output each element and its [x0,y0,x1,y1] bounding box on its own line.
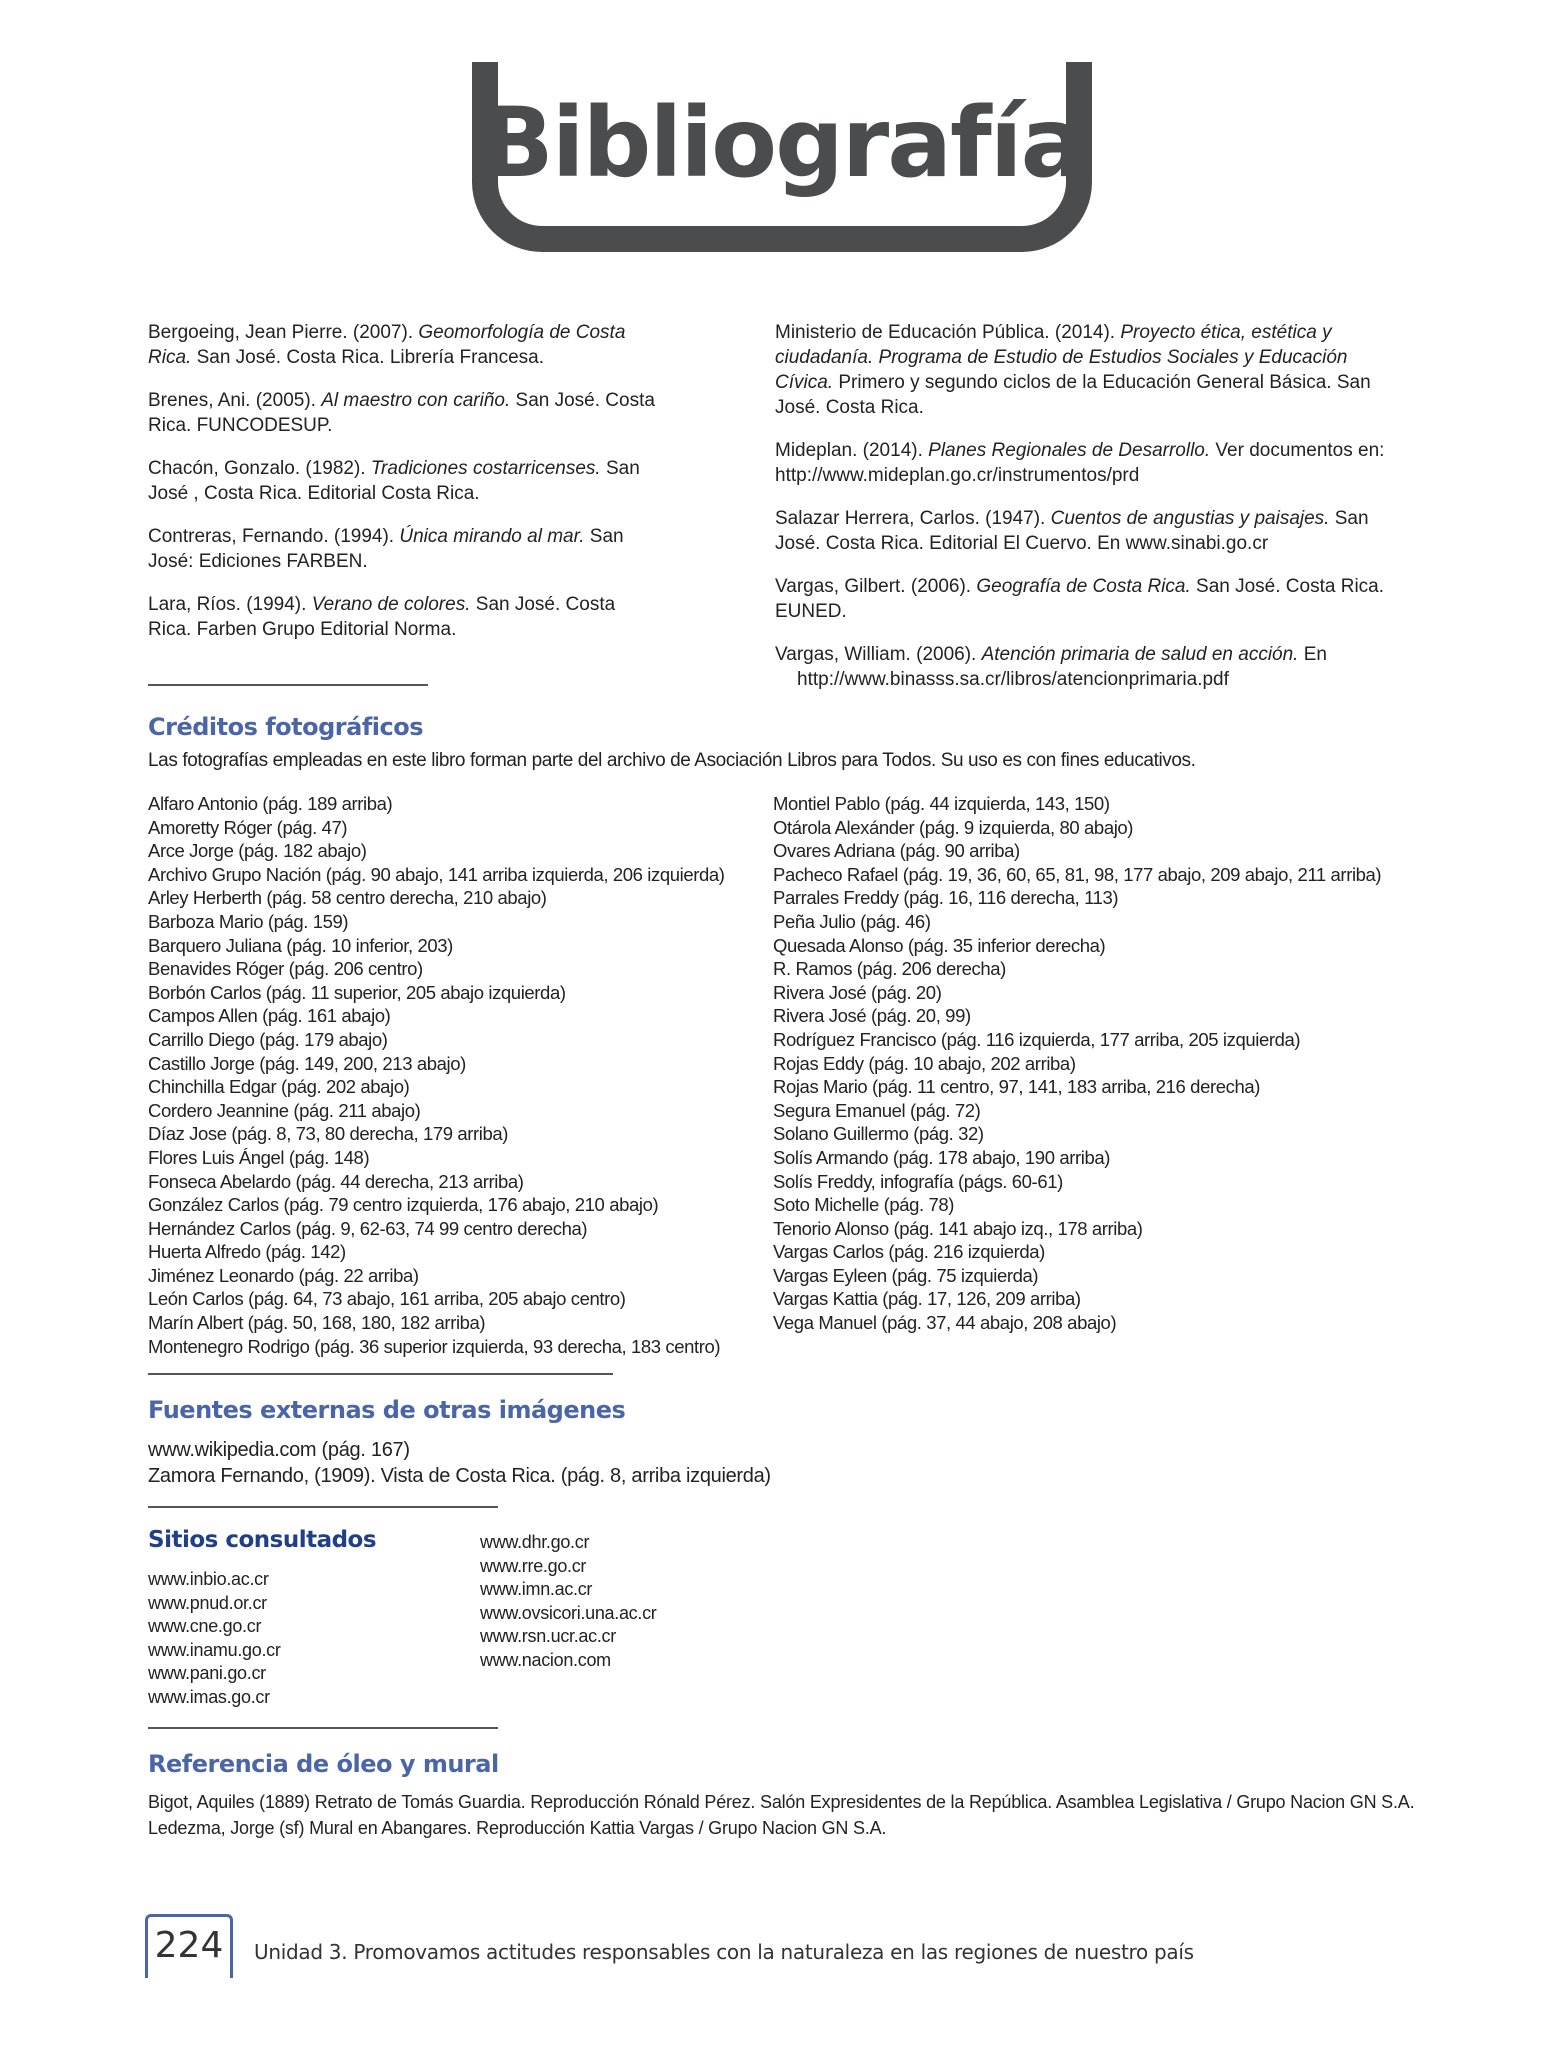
list-item: Segura Emanuel (pág. 72) [773,1099,981,1121]
list-item: Rivera José (pág. 20, 99) [773,1005,971,1027]
entry-author: Bergoeing, Jean Pierre. (2007). [148,322,419,343]
list-item: www.inbio.ac.cr [148,1569,269,1589]
list-item: Carrillo Diego (pág. 179 abajo) [148,1028,388,1050]
bibliography-right-column [775,320,1395,710]
list-item: www.rsn.ucr.ac.cr [480,1626,616,1647]
list-item: Rivera José (pág. 20) [773,981,942,1003]
list-item: Vargas Eyleen (pág. 75 izquierda) [773,1264,1039,1286]
list-item: León Carlos (pág. 64, 73 abajo, 161 arriba, 205 abajo centro) [148,1288,626,1310]
entry-publication: San José. Costa Rica. Editorial El Cuervo. En www.sinabi.go.cr [775,508,1369,554]
entry-title: Geomorfología de Costa Rica. [148,322,626,368]
list-item: www.ovsicori.una.ac.cr [480,1602,657,1623]
list-item: Vargas Carlos (pág. 216 izquierda) [773,1241,1045,1263]
divider [148,1727,498,1729]
entry-title: Verano de colores. [311,594,471,615]
entry-author: Vargas, Gilbert. (2006). [775,576,977,597]
bibliography-entry [148,524,658,574]
list-item: Solís Freddy, infografía (págs. 60-61) [773,1170,1063,1192]
list-item: Campos Allen (pág. 161 abajo) [148,1005,391,1027]
bibliography-entry [775,506,1395,556]
oleo-mural-title: Referencia de óleo y mural [148,1750,499,1778]
entry-publication: Primero y segundo ciclos de la Educación General Básica. San José. Costa Rica. [775,372,1371,418]
list-item: Vargas Kattia (pág. 17, 126, 209 arriba) [773,1288,1081,1310]
sites-right-list [480,1531,656,1673]
list-item: Montenegro Rodrigo (pág. 36 superior izquierda, 93 derecha, 183 centro) [148,1335,721,1357]
bibliography-entry [148,320,658,370]
list-item: Huerta Alfredo (pág. 142) [148,1241,346,1263]
entry-title: Al maestro con cariño. [321,390,511,411]
list-item: Otárola Alexánder (pág. 9 izquierda, 80 abajo) [773,816,1134,838]
list-item: www.rre.go.cr [480,1555,587,1576]
list-item: Jiménez Leonardo (pág. 22 arriba) [148,1264,419,1286]
list-item: Flores Luis Ángel (pág. 148) [148,1146,370,1168]
list-item: Solís Armando (pág. 178 abajo, 190 arriba) [773,1146,1110,1168]
list-item: Hernández Carlos (pág. 9, 62-63, 74 99 centro derecha) [148,1217,588,1239]
entry-author: Salazar Herrera, Carlos. (1947). [775,508,1051,529]
divider [148,1506,498,1508]
list-item: Arley Herberth (pág. 58 centro derecha, 210 abajo) [148,887,547,909]
list-item: Díaz Jose (pág. 8, 73, 80 derecha, 179 arriba) [148,1123,509,1145]
entry-author: Mideplan. (2014). [775,440,929,461]
sites-left-list [148,1568,281,1710]
list-item: www.wikipedia.com (pág. 167) [148,1439,410,1461]
list-item: www.inamu.go.cr [148,1639,281,1660]
page-title: Bibliografía [480,87,1084,199]
entry-publication: San José , Costa Rica. Editorial Costa Rica. [148,458,640,504]
list-item: Pacheco Rafael (pág. 19, 36, 60, 65, 81, 98, 177 abajo, 209 abajo, 211 arriba) [773,863,1382,885]
entry-publication: Ver documentos en: http://www.mideplan.go.cr/instrumentos/prd [775,440,1385,486]
entry-author: Chacón, Gonzalo. (1982). [148,458,371,479]
list-item: Bigot, Aquiles (1889) Retrato de Tomás Guardia. Reproducción Rónald Pérez. Salón Expresidentes de la República. Asamblea Legislativa / Grupo Nacion GN S.A. [148,1792,1415,1812]
entry-publication: San José. Costa Rica. Librería Francesa. [191,347,545,368]
list-item: www.imas.go.cr [148,1686,270,1707]
credits-left-list [148,792,725,1358]
list-item: www.cne.go.cr [148,1616,262,1637]
entry-title: Tradiciones costarricenses. [370,458,601,479]
bibliography-entry [148,456,658,506]
list-item: Barboza Mario (pág. 159) [148,910,349,932]
credits-intro: Las fotografías empleadas en este libro forman parte del archivo de Asociación Libros para Todos. Su uso es con fines educativos. [148,750,1196,771]
entry-title: Proyecto ética, estética y ciudadanía. Programa de Estudio de Estudios Sociales y Educación Cívica. [775,322,1348,393]
entry-author: Contreras, Fernando. (1994). [148,526,400,547]
list-item: González Carlos (pág. 79 centro izquierda, 176 abajo, 210 abajo) [148,1194,659,1216]
entry-title: Atención primaria de salud en acción. [981,644,1299,665]
list-item: Amoretty Róger (pág. 47) [148,816,348,838]
oleo-mural-list [148,1789,1414,1841]
list-item: www.dhr.go.cr [480,1532,590,1552]
list-item: Arce Jorge (pág. 182 abajo) [148,840,367,862]
entry-publication: San José. Costa Rica. EUNED. [775,576,1385,622]
entry-publication: San José. Costa Rica. FUNCODESUP. [148,390,655,436]
bibliography-left-column [148,320,658,660]
entry-publication: San José. Costa Rica. Farben Grupo Editorial Norma. [148,594,616,640]
list-item: Borbón Carlos (pág. 11 superior, 205 abajo izquierda) [148,981,566,1003]
list-item: Solano Guillermo (pág. 32) [773,1123,984,1145]
divider [148,684,428,686]
list-item: Castillo Jorge (pág. 149, 200, 213 abajo) [148,1052,466,1074]
external-sources-title: Fuentes externas de otras imágenes [148,1396,626,1424]
list-item: Peña Julio (pág. 46) [773,910,931,932]
bibliography-entry [148,592,658,642]
list-item: Marín Albert (pág. 50, 168, 180, 182 arriba) [148,1312,486,1334]
list-item: Chinchilla Edgar (pág. 202 abajo) [148,1076,410,1098]
list-item: www.nacion.com [480,1649,611,1670]
list-item: Benavides Róger (pág. 206 centro) [148,958,423,980]
list-item: Quesada Alonso (pág. 35 inferior derecha) [773,934,1106,956]
bibliography-entry [775,642,1395,692]
entry-title: Geografía de Costa Rica. [976,576,1191,597]
entry-author: Ministerio de Educación Pública. (2014). [775,322,1121,343]
list-item: Cordero Jeannine (pág. 211 abajo) [148,1099,421,1121]
list-item: Tenorio Alonso (pág. 141 abajo izq., 178 arriba) [773,1217,1143,1239]
divider [148,1373,613,1375]
list-item: Vega Manuel (pág. 37, 44 abajo, 208 abajo) [773,1312,1117,1334]
list-item: Archivo Grupo Nación (pág. 90 abajo, 141 arriba izquierda, 206 izquierda) [148,863,725,885]
list-item: Rojas Mario (pág. 11 centro, 97, 141, 183 arriba, 216 derecha) [773,1076,1260,1098]
list-item: www.imn.ac.cr [480,1579,593,1600]
bibliography-entry [775,438,1395,488]
entry-title: Cuentos de angustias y paisajes. [1050,508,1330,529]
bibliography-entry [148,388,658,438]
list-item: Rojas Eddy (pág. 10 abajo, 202 arriba) [773,1052,1076,1074]
list-item: Zamora Fernando, (1909). Vista de Costa Rica. (pág. 8, arriba izquierda) [148,1465,771,1487]
page-number: 224 [145,1914,233,1978]
external-sources-list [148,1437,771,1489]
list-item: Parrales Freddy (pág. 16, 116 derecha, 113) [773,887,1119,909]
list-item: Ovares Adriana (pág. 90 arriba) [773,840,1020,862]
list-item: Fonseca Abelardo (pág. 44 derecha, 213 arriba) [148,1170,524,1192]
list-item: Montiel Pablo (pág. 44 izquierda, 143, 150) [773,793,1110,814]
list-item: www.pani.go.cr [148,1663,266,1684]
list-item: Ledezma, Jorge (sf) Mural en Abangares. Reproducción Kattia Vargas / Grupo Nacion GN S.A. [148,1818,887,1838]
list-item: R. Ramos (pág. 206 derecha) [773,958,1006,980]
list-item: Rodríguez Francisco (pág. 116 izquierda, 177 arriba, 205 izquierda) [773,1028,1301,1050]
list-item: Soto Michelle (pág. 78) [773,1194,955,1216]
entry-author: Lara, Ríos. (1994). [148,594,312,615]
entry-title: Planes Regionales de Desarrollo. [928,440,1211,461]
list-item: www.pnud.or.cr [148,1592,267,1613]
credits-title: Créditos fotográficos [148,713,424,741]
bibliography-entry [775,320,1395,420]
entry-publication: En http://www.binasss.sa.cr/libros/atencionprimaria.pdf [797,644,1327,690]
entry-author: Vargas, William. (2006). [775,644,982,665]
entry-title: Única mirando al mar. [399,526,585,547]
footer-unit-title: Unidad 3. Promovamos actitudes responsables con la naturaleza en las regiones de nuestro país [254,1940,1194,1964]
bibliography-entry [775,574,1395,624]
list-item: Barquero Juliana (pág. 10 inferior, 203) [148,934,453,956]
sites-title: Sitios consultados [148,1527,377,1553]
credits-right-list [773,792,1381,1335]
list-item: Alfaro Antonio (pág. 189 arriba) [148,793,393,814]
entry-publication: San José: Ediciones FARBEN. [148,526,624,572]
entry-author: Brenes, Ani. (2005). [148,390,322,411]
